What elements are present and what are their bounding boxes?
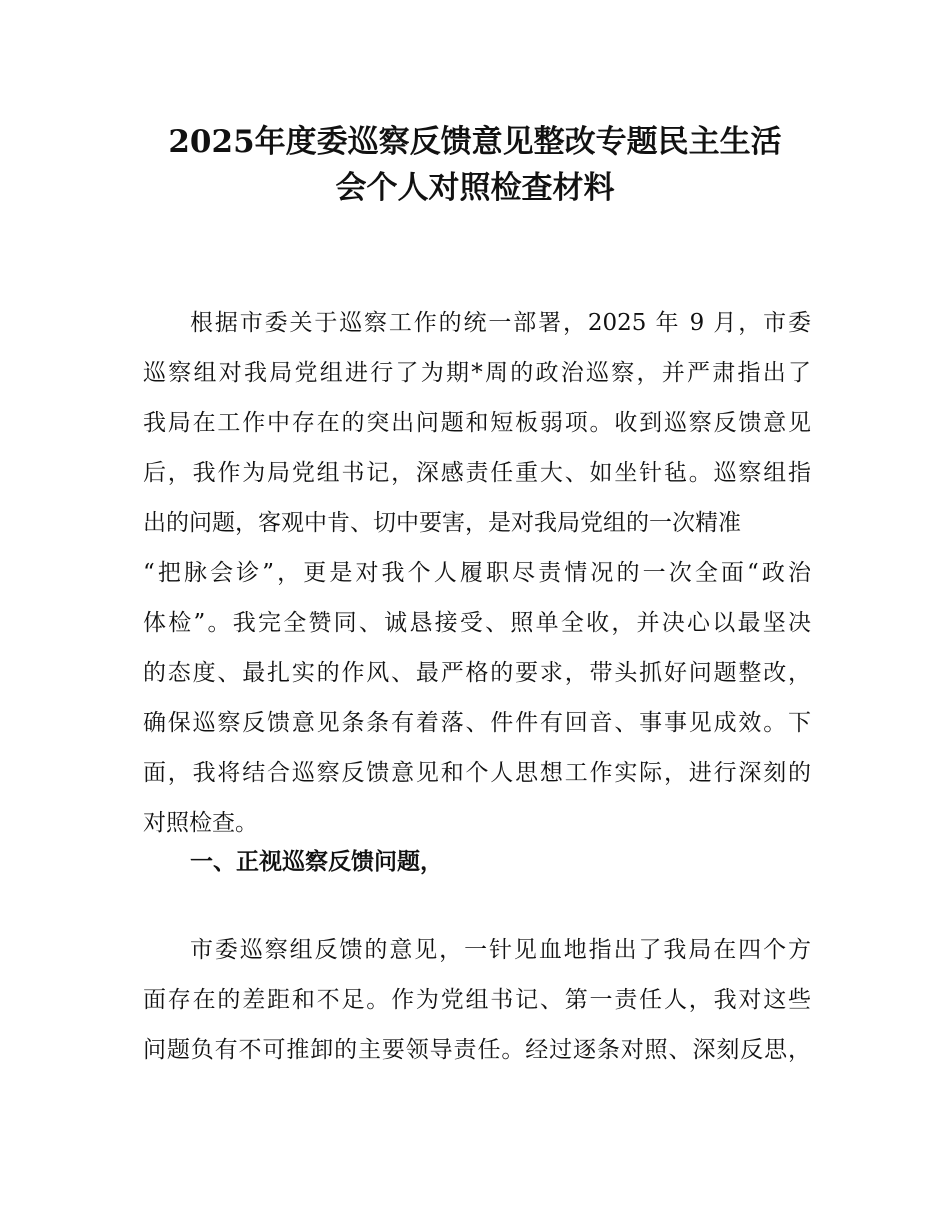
text-line: 根据市委关于巡察工作的统一部署，2025 年 9 月，市委 (190, 310, 811, 336)
text-line: 问题负有不可推卸的主要领导责任。经过逐条对照、深刻反思， (143, 1037, 811, 1063)
text-line: 后，我作为局党组书记，深感责任重大、如坐针毡。巡察组指 (143, 460, 811, 486)
document-title-line-2: 会个人对照检查材料 (335, 170, 615, 206)
text-line: 我局在工作中存在的突出问题和短板弱项。收到巡察反馈意见 (143, 410, 811, 436)
text-line: 面，我将结合巡察反馈意见和个人思想工作实际，进行深刻的 (143, 760, 811, 786)
text-line: 市委巡察组反馈的意见，一针见血地指出了我局在四个方 (190, 937, 811, 963)
text-line: 确保巡察反馈意见条条有着落、件件有回音、事事见成效。下 (143, 710, 811, 736)
text-line: 出的问题，客观中肯、切中要害，是对我局党组的一次精准 (143, 510, 741, 536)
text-line: 的态度、最扎实的作风、最严格的要求，带头抓好问题整改， (143, 660, 811, 686)
document-title-line-1: 2025年度委巡察反馈意见整改专题民主生活 (168, 124, 782, 160)
section-heading: 一、正视巡察反馈问题， (190, 848, 443, 875)
text-line: 对照检查。 (143, 810, 258, 836)
text-line: 体检”。我完全赞同、诚恳接受、照单全收，并决心以最坚决 (143, 610, 811, 636)
text-line: “把脉会诊”，更是对我个人履职尽责情况的一次全面“政治 (143, 560, 811, 586)
text-line: 巡察组对我局党组进行了为期*周的政治巡察，并严肃指出了 (143, 360, 811, 386)
text-line: 面存在的差距和不足。作为党组书记、第一责任人，我对这些 (143, 987, 811, 1013)
